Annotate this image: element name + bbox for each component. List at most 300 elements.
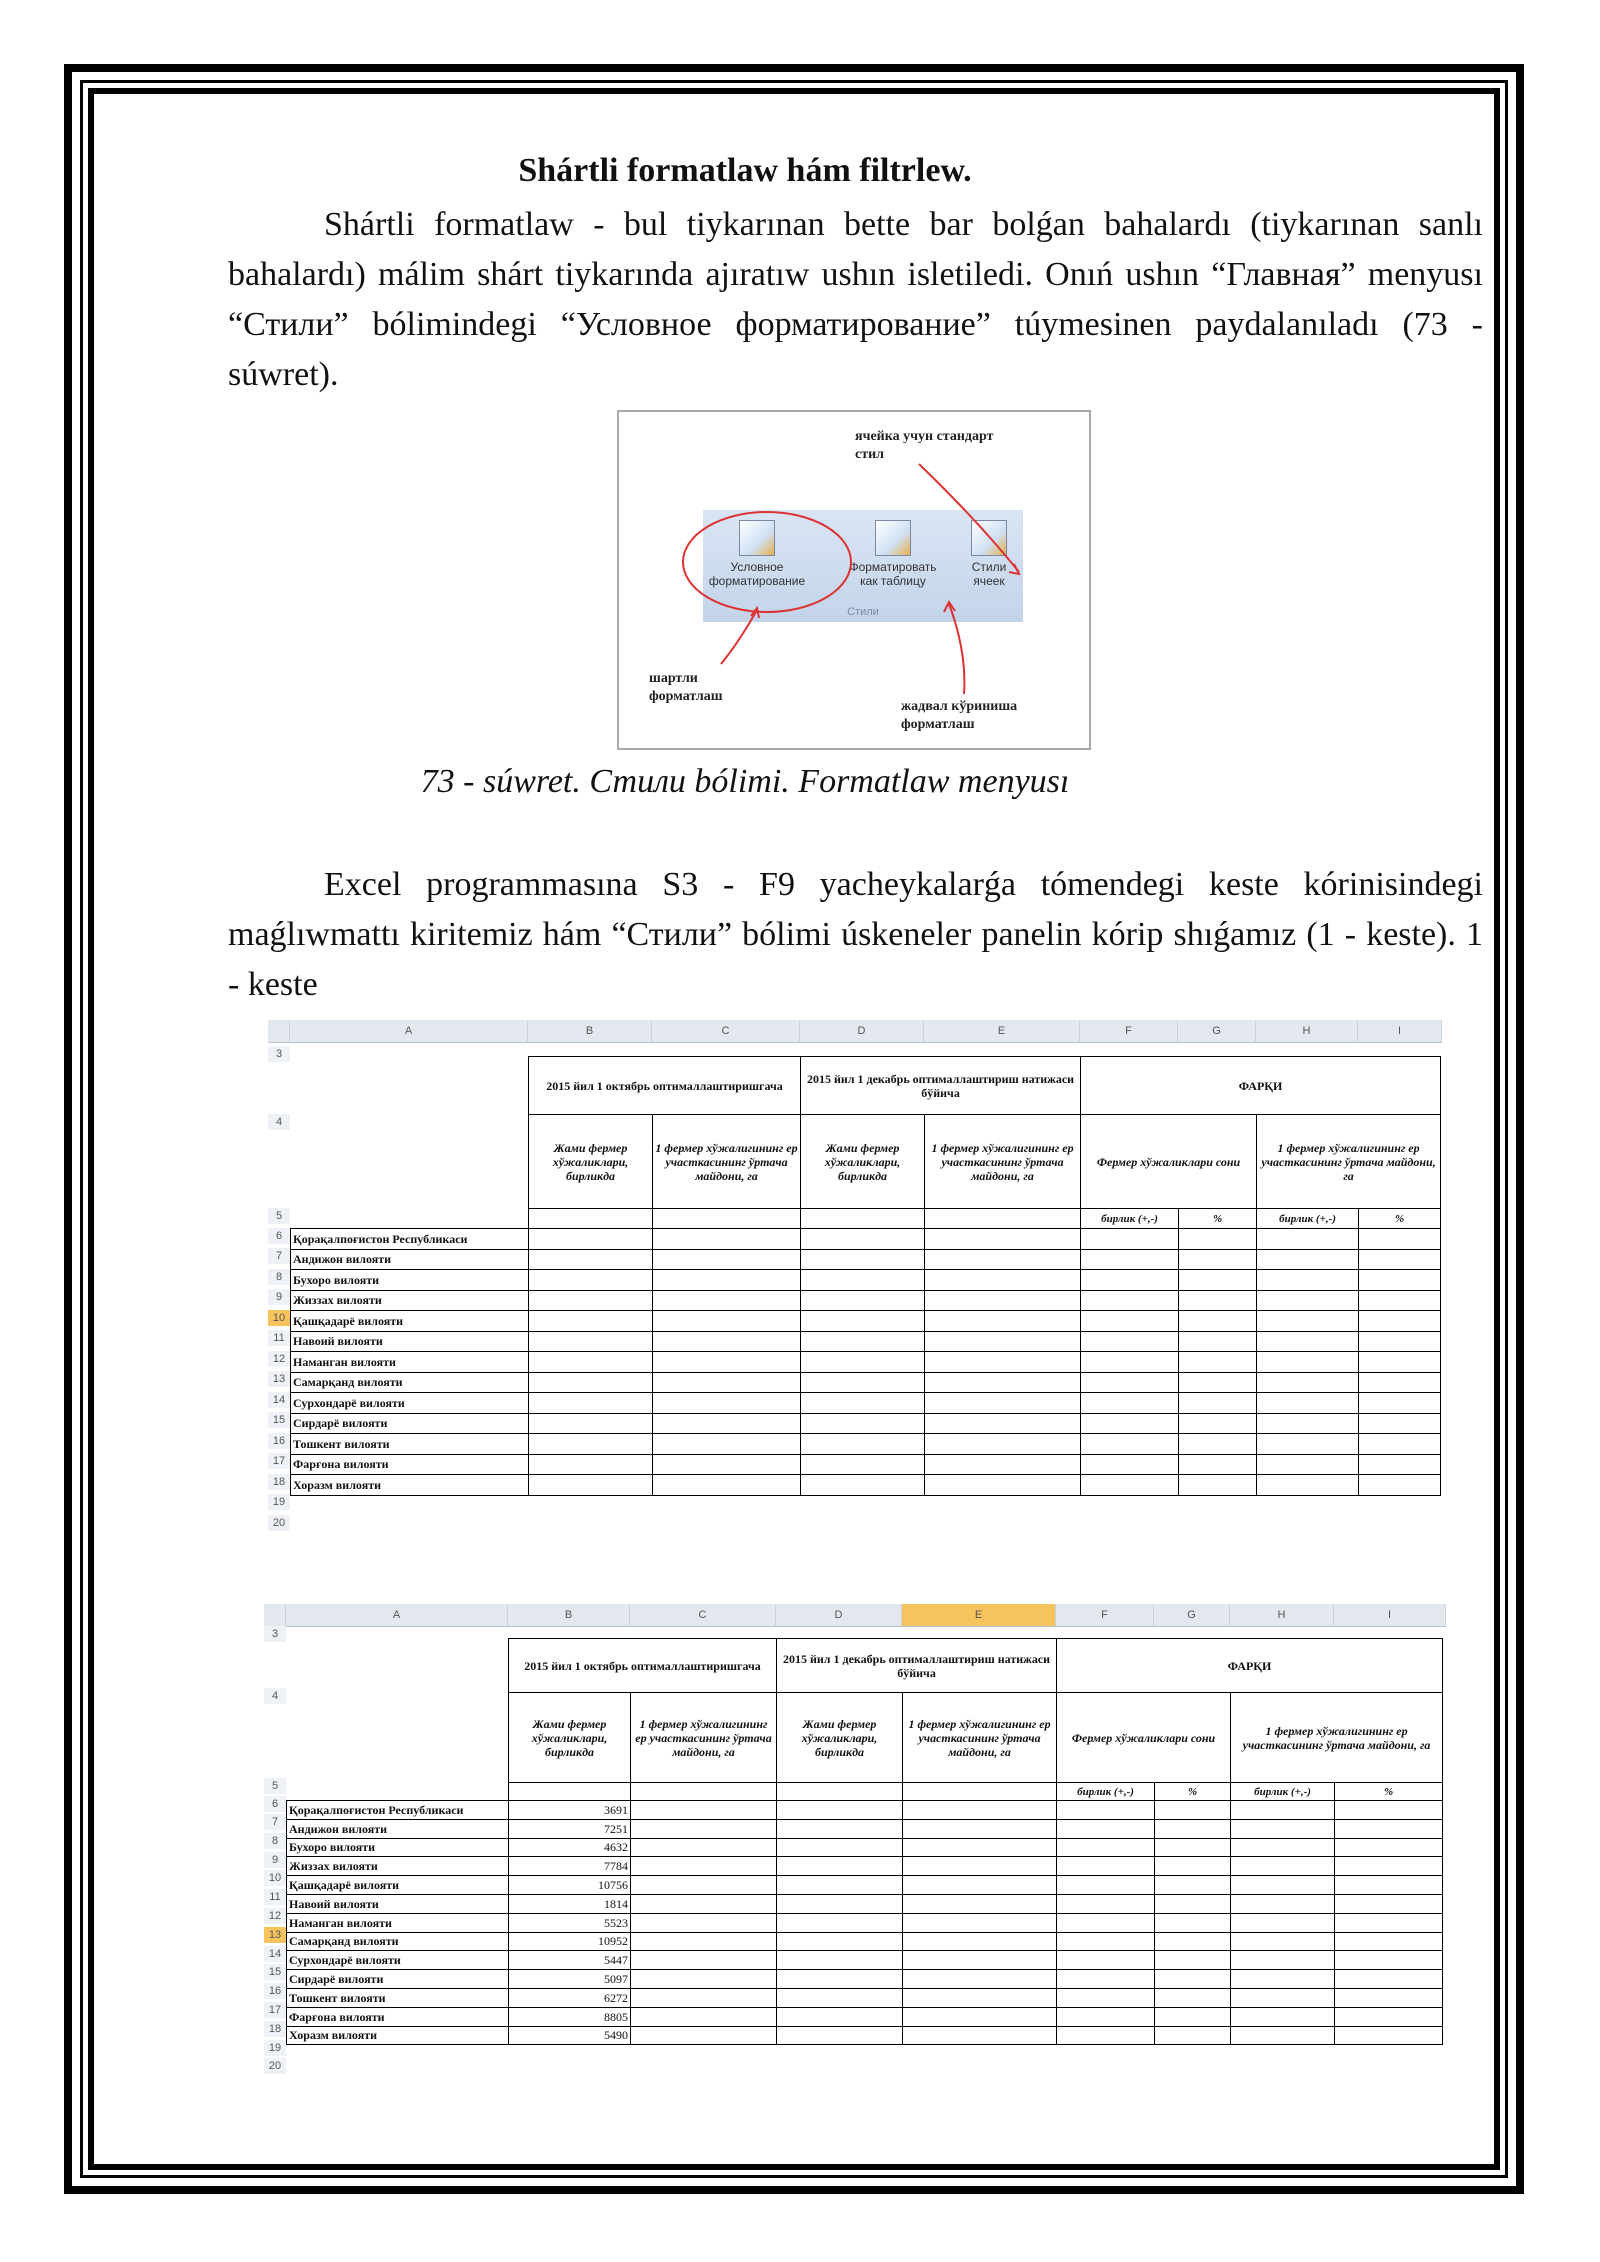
header-group-after[interactable]: 2015 йил 1 декабрь оптималлаштириш натижаси бўйича (801, 1057, 1081, 1115)
unit-g[interactable]: % (1155, 1783, 1231, 1801)
header-sub-d[interactable]: Жами фермер хўжаликлари, бирликда (801, 1115, 925, 1209)
data-cell[interactable] (529, 1475, 653, 1496)
header-sub-e[interactable]: 1 фермер хўжалигининг ер участкасининг ўртача майдони, га (903, 1693, 1057, 1783)
row-number[interactable]: 18 (268, 1474, 290, 1490)
farm-count-cell[interactable]: 1814 (509, 1894, 631, 1913)
data-cell[interactable] (1231, 1951, 1335, 1970)
row-number[interactable]: 3 (268, 1046, 290, 1062)
row-number[interactable]: 4 (264, 1688, 286, 1704)
data-cell[interactable] (529, 1434, 653, 1455)
data-cell[interactable] (1057, 1838, 1155, 1857)
header-group-before[interactable]: 2015 йил 1 октябрь оптималлаштиришгача (509, 1639, 777, 1693)
data-cell[interactable] (777, 1801, 903, 1820)
column-header-e[interactable]: E (902, 1604, 1056, 1626)
region-name-cell[interactable]: Бухоро вилояти (287, 1838, 509, 1857)
data-cell[interactable] (1335, 1970, 1443, 1989)
region-name-cell[interactable]: Фарғона вилояти (291, 1454, 529, 1475)
row-number[interactable]: 6 (268, 1228, 290, 1244)
header-sub-e[interactable]: 1 фермер хўжалигининг ер участкасининг ўртача майдони, га (925, 1115, 1081, 1209)
data-cell[interactable] (1335, 1801, 1443, 1820)
data-cell[interactable] (1359, 1331, 1441, 1352)
farm-count-cell[interactable]: 6272 (509, 1988, 631, 2007)
data-cell[interactable] (777, 1857, 903, 1876)
data-cell[interactable] (1359, 1229, 1441, 1250)
data-cell[interactable] (631, 1838, 777, 1857)
header-sub-b[interactable]: Жами фермер хўжаликлари, бирликда (509, 1693, 631, 1783)
data-cell[interactable] (777, 1951, 903, 1970)
data-cell[interactable] (925, 1331, 1081, 1352)
data-cell[interactable] (925, 1393, 1081, 1414)
column-header-g[interactable]: G (1154, 1604, 1230, 1626)
data-cell[interactable] (1179, 1311, 1257, 1332)
format-as-table-button[interactable]: Форматировать как таблицу (843, 520, 943, 588)
region-name-cell[interactable]: Қорақалпоғистон Республикаси (291, 1229, 529, 1250)
data-cell[interactable] (1335, 1819, 1443, 1838)
data-cell[interactable] (1057, 1819, 1155, 1838)
data-cell[interactable] (653, 1372, 801, 1393)
row-number[interactable]: 16 (268, 1433, 290, 1449)
data-cell[interactable] (1257, 1290, 1359, 1311)
data-cell[interactable] (777, 1932, 903, 1951)
row-number[interactable]: 7 (264, 1814, 286, 1830)
data-cell[interactable] (529, 1413, 653, 1434)
data-cell[interactable] (1081, 1413, 1179, 1434)
data-cell[interactable] (801, 1352, 925, 1373)
farm-count-cell[interactable]: 10952 (509, 1932, 631, 1951)
data-cell[interactable] (1231, 2026, 1335, 2045)
column-header-a[interactable]: A (290, 1020, 528, 1042)
region-name-cell[interactable]: Қорақалпоғистон Республикаси (287, 1801, 509, 1820)
region-name-cell[interactable]: Жиззах вилояти (291, 1290, 529, 1311)
data-cell[interactable] (1057, 1932, 1155, 1951)
data-cell[interactable] (1231, 1876, 1335, 1895)
header-group-before[interactable]: 2015 йил 1 октябрь оптималлаштиришгача (529, 1057, 801, 1115)
farm-count-cell[interactable]: 7784 (509, 1857, 631, 1876)
data-cell[interactable] (801, 1372, 925, 1393)
row-number[interactable]: 17 (264, 2002, 286, 2018)
data-cell[interactable] (1231, 1819, 1335, 1838)
data-cell[interactable] (1359, 1475, 1441, 1496)
data-cell[interactable] (1257, 1249, 1359, 1270)
region-name-cell[interactable]: Наманган вилояти (287, 1913, 509, 1932)
data-cell[interactable] (1155, 1988, 1231, 2007)
data-cell[interactable] (631, 1988, 777, 2007)
data-cell[interactable] (1335, 1838, 1443, 1857)
data-cell[interactable] (529, 1331, 653, 1352)
column-header-f[interactable]: F (1056, 1604, 1154, 1626)
data-cell[interactable] (653, 1454, 801, 1475)
data-cell[interactable] (631, 1894, 777, 1913)
data-cell[interactable] (925, 1249, 1081, 1270)
data-cell[interactable] (1155, 2026, 1231, 2045)
data-cell[interactable] (1179, 1249, 1257, 1270)
data-cell[interactable] (1257, 1454, 1359, 1475)
region-name-cell[interactable]: Тошкент вилояти (291, 1434, 529, 1455)
header-group-after[interactable]: 2015 йил 1 декабрь оптималлаштириш натижаси бўйича (777, 1639, 1057, 1693)
data-cell[interactable] (1359, 1352, 1441, 1373)
data-cell[interactable] (777, 2007, 903, 2026)
region-name-cell[interactable]: Бухоро вилояти (291, 1270, 529, 1291)
unit-g[interactable]: % (1179, 1209, 1257, 1229)
data-cell[interactable] (1155, 1876, 1231, 1895)
data-cell[interactable] (925, 1229, 1081, 1250)
data-cell[interactable] (1231, 1801, 1335, 1820)
row-number[interactable]: 10 (268, 1310, 290, 1326)
data-table[interactable] (286, 1638, 1443, 2045)
region-name-cell[interactable]: Фарғона вилояти (287, 2007, 509, 2026)
region-name-cell[interactable]: Сирдарё вилояти (287, 1970, 509, 1989)
header-sub-d[interactable]: Жами фермер хўжаликлари, бирликда (777, 1693, 903, 1783)
data-cell[interactable] (801, 1311, 925, 1332)
region-name-cell[interactable]: Андижон вилояти (291, 1249, 529, 1270)
farm-count-cell[interactable]: 5447 (509, 1951, 631, 1970)
data-cell[interactable] (653, 1290, 801, 1311)
data-cell[interactable] (529, 1249, 653, 1270)
data-cell[interactable] (1359, 1454, 1441, 1475)
data-cell[interactable] (1081, 1331, 1179, 1352)
data-cell[interactable] (1081, 1249, 1179, 1270)
data-cell[interactable] (1257, 1311, 1359, 1332)
data-cell[interactable] (653, 1352, 801, 1373)
data-cell[interactable] (1257, 1475, 1359, 1496)
row-number[interactable]: 12 (264, 1908, 286, 1924)
data-table[interactable] (290, 1056, 1441, 1496)
farm-count-cell[interactable]: 4632 (509, 1838, 631, 1857)
column-header-e[interactable]: E (924, 1020, 1080, 1042)
data-cell[interactable] (1155, 1970, 1231, 1989)
header-sub-c[interactable]: 1 фермер хўжалигининг ер участкасининг ўртача майдони, га (631, 1693, 777, 1783)
row-number[interactable]: 8 (268, 1269, 290, 1285)
farm-count-cell[interactable]: 5097 (509, 1970, 631, 1989)
farm-count-cell[interactable]: 10756 (509, 1876, 631, 1895)
data-cell[interactable] (1359, 1270, 1441, 1291)
data-cell[interactable] (653, 1413, 801, 1434)
header-group-difference[interactable]: ФАРҚИ (1057, 1639, 1443, 1693)
data-cell[interactable] (903, 1932, 1057, 1951)
region-name-cell[interactable]: Самарқанд вилояти (291, 1372, 529, 1393)
region-name-cell[interactable]: Қашқадарё вилояти (291, 1311, 529, 1332)
data-cell[interactable] (653, 1434, 801, 1455)
data-cell[interactable] (1057, 2026, 1155, 2045)
data-cell[interactable] (631, 1819, 777, 1838)
data-cell[interactable] (1335, 1932, 1443, 1951)
data-cell[interactable] (529, 1290, 653, 1311)
data-cell[interactable] (1335, 1894, 1443, 1913)
data-cell[interactable] (1179, 1270, 1257, 1291)
row-number[interactable]: 15 (268, 1412, 290, 1428)
unit-i[interactable]: % (1335, 1783, 1443, 1801)
data-cell[interactable] (777, 1970, 903, 1989)
data-cell[interactable] (903, 1951, 1057, 1970)
column-header-c[interactable]: C (630, 1604, 776, 1626)
column-header-b[interactable]: B (528, 1020, 652, 1042)
data-cell[interactable] (801, 1249, 925, 1270)
row-number[interactable]: 6 (264, 1796, 286, 1812)
data-cell[interactable] (1057, 1988, 1155, 2007)
region-name-cell[interactable]: Сурхондарё вилояти (287, 1951, 509, 1970)
data-cell[interactable] (1257, 1270, 1359, 1291)
row-number[interactable]: 20 (268, 1515, 290, 1531)
data-cell[interactable] (1359, 1434, 1441, 1455)
region-name-cell[interactable]: Самарқанд вилояти (287, 1932, 509, 1951)
column-header-h[interactable]: H (1230, 1604, 1334, 1626)
row-number[interactable]: 10 (264, 1870, 286, 1886)
data-cell[interactable] (801, 1270, 925, 1291)
data-cell[interactable] (1155, 1857, 1231, 1876)
data-cell[interactable] (1155, 1932, 1231, 1951)
column-header-h[interactable]: H (1256, 1020, 1358, 1042)
data-cell[interactable] (1057, 1876, 1155, 1895)
data-cell[interactable] (1081, 1434, 1179, 1455)
data-cell[interactable] (1231, 1838, 1335, 1857)
header-group-difference[interactable]: ФАРҚИ (1081, 1057, 1441, 1115)
data-cell[interactable] (777, 1838, 903, 1857)
farm-count-cell[interactable]: 3691 (509, 1801, 631, 1820)
row-number[interactable]: 18 (264, 2021, 286, 2037)
region-name-cell[interactable]: Тошкент вилояти (287, 1988, 509, 2007)
data-cell[interactable] (925, 1434, 1081, 1455)
data-cell[interactable] (1335, 2007, 1443, 2026)
data-cell[interactable] (925, 1290, 1081, 1311)
data-cell[interactable] (925, 1352, 1081, 1373)
farm-count-cell[interactable]: 5490 (509, 2026, 631, 2045)
column-header-g[interactable]: G (1178, 1020, 1256, 1042)
conditional-formatting-button[interactable]: Условное форматирование (707, 520, 807, 588)
data-cell[interactable] (653, 1475, 801, 1496)
region-name-cell[interactable]: Наманган вилояти (291, 1352, 529, 1373)
data-cell[interactable] (1335, 1988, 1443, 2007)
unit-f[interactable]: бирлик (+,-) (1057, 1783, 1155, 1801)
data-cell[interactable] (1081, 1372, 1179, 1393)
data-cell[interactable] (1335, 1876, 1443, 1895)
data-cell[interactable] (1081, 1352, 1179, 1373)
data-cell[interactable] (801, 1413, 925, 1434)
data-cell[interactable] (1081, 1290, 1179, 1311)
header-sub-b[interactable]: Жами фермер хўжаликлари, бирликда (529, 1115, 653, 1209)
data-cell[interactable] (1155, 1838, 1231, 1857)
row-number[interactable]: 14 (268, 1392, 290, 1408)
row-number[interactable]: 5 (268, 1208, 290, 1224)
data-cell[interactable] (903, 1857, 1057, 1876)
data-cell[interactable] (653, 1270, 801, 1291)
data-cell[interactable] (903, 1894, 1057, 1913)
region-name-cell[interactable]: Навоий вилояти (287, 1894, 509, 1913)
data-cell[interactable] (903, 2026, 1057, 2045)
farm-count-cell[interactable]: 5523 (509, 1913, 631, 1932)
header-sub-f[interactable]: Фермер хўжаликлари сони (1081, 1115, 1257, 1209)
unit-f[interactable]: бирлик (+,-) (1081, 1209, 1179, 1229)
region-name-cell[interactable]: Сирдарё вилояти (291, 1413, 529, 1434)
data-cell[interactable] (653, 1229, 801, 1250)
data-cell[interactable] (1057, 1857, 1155, 1876)
row-number[interactable]: 8 (264, 1833, 286, 1849)
data-cell[interactable] (801, 1475, 925, 1496)
data-cell[interactable] (1057, 1913, 1155, 1932)
data-cell[interactable] (631, 2007, 777, 2026)
data-cell[interactable] (1231, 1894, 1335, 1913)
data-cell[interactable] (801, 1229, 925, 1250)
data-cell[interactable] (529, 1454, 653, 1475)
data-cell[interactable] (1257, 1393, 1359, 1414)
data-cell[interactable] (631, 1970, 777, 1989)
data-cell[interactable] (925, 1454, 1081, 1475)
farm-count-cell[interactable]: 8805 (509, 2007, 631, 2026)
unit-h[interactable]: бирлик (+,-) (1257, 1209, 1359, 1229)
data-cell[interactable] (1231, 1913, 1335, 1932)
data-cell[interactable] (631, 2026, 777, 2045)
data-cell[interactable] (1231, 2007, 1335, 2026)
row-number[interactable]: 12 (268, 1351, 290, 1367)
data-cell[interactable] (925, 1270, 1081, 1291)
data-cell[interactable] (1335, 2026, 1443, 2045)
row-number[interactable]: 3 (264, 1626, 286, 1642)
data-cell[interactable] (903, 1801, 1057, 1820)
header-sub-f[interactable]: Фермер хўжаликлари сони (1057, 1693, 1231, 1783)
data-cell[interactable] (1155, 1913, 1231, 1932)
data-cell[interactable] (903, 1988, 1057, 2007)
data-cell[interactable] (1081, 1270, 1179, 1291)
data-cell[interactable] (1057, 1951, 1155, 1970)
data-cell[interactable] (777, 1819, 903, 1838)
data-cell[interactable] (1081, 1475, 1179, 1496)
data-cell[interactable] (1081, 1454, 1179, 1475)
data-cell[interactable] (1179, 1290, 1257, 1311)
column-header-f[interactable]: F (1080, 1020, 1178, 1042)
data-cell[interactable] (925, 1311, 1081, 1332)
header-sub-h[interactable]: 1 фермер хўжалигининг ер участкасининг ўртача майдони, га (1231, 1693, 1443, 1783)
data-cell[interactable] (1155, 1951, 1231, 1970)
data-cell[interactable] (653, 1249, 801, 1270)
data-cell[interactable] (1155, 1819, 1231, 1838)
column-header-a[interactable]: A (286, 1604, 508, 1626)
data-cell[interactable] (529, 1229, 653, 1250)
data-cell[interactable] (1231, 1932, 1335, 1951)
row-number[interactable]: 15 (264, 1964, 286, 1980)
data-cell[interactable] (631, 1876, 777, 1895)
unit-h[interactable]: бирлик (+,-) (1231, 1783, 1335, 1801)
data-cell[interactable] (631, 1932, 777, 1951)
data-cell[interactable] (1081, 1229, 1179, 1250)
data-cell[interactable] (1057, 1801, 1155, 1820)
column-header-i[interactable]: I (1358, 1020, 1442, 1042)
data-cell[interactable] (777, 1988, 903, 2007)
data-cell[interactable] (1179, 1352, 1257, 1373)
data-cell[interactable] (903, 2007, 1057, 2026)
data-cell[interactable] (529, 1393, 653, 1414)
data-cell[interactable] (1335, 1951, 1443, 1970)
data-cell[interactable] (631, 1951, 777, 1970)
column-header-c[interactable]: C (652, 1020, 800, 1042)
data-cell[interactable] (1179, 1229, 1257, 1250)
row-number[interactable]: 4 (268, 1114, 290, 1130)
column-header-i[interactable]: I (1334, 1604, 1446, 1626)
data-cell[interactable] (1359, 1290, 1441, 1311)
data-cell[interactable] (1257, 1413, 1359, 1434)
data-cell[interactable] (903, 1838, 1057, 1857)
data-cell[interactable] (1335, 1913, 1443, 1932)
data-cell[interactable] (1179, 1331, 1257, 1352)
data-cell[interactable] (1081, 1311, 1179, 1332)
data-cell[interactable] (777, 1876, 903, 1895)
region-name-cell[interactable]: Сурхондарё вилояти (291, 1393, 529, 1414)
data-cell[interactable] (1231, 1988, 1335, 2007)
data-cell[interactable] (1057, 1894, 1155, 1913)
data-cell[interactable] (801, 1331, 925, 1352)
region-name-cell[interactable]: Навоий вилояти (291, 1331, 529, 1352)
column-header-b[interactable]: B (508, 1604, 630, 1626)
region-name-cell[interactable]: Қашқадарё вилояти (287, 1876, 509, 1895)
data-cell[interactable] (1231, 1970, 1335, 1989)
data-cell[interactable] (529, 1270, 653, 1291)
data-cell[interactable] (801, 1434, 925, 1455)
data-cell[interactable] (1335, 1857, 1443, 1876)
data-cell[interactable] (1057, 2007, 1155, 2026)
header-sub-h[interactable]: 1 фермер хўжалигининг ер участкасининг ўртача майдони, га (1257, 1115, 1441, 1209)
row-number[interactable]: 11 (268, 1330, 290, 1346)
row-number[interactable]: 16 (264, 1983, 286, 1999)
column-header-d[interactable]: D (800, 1020, 924, 1042)
row-number[interactable]: 9 (268, 1289, 290, 1305)
region-name-cell[interactable]: Хоразм вилояти (291, 1475, 529, 1496)
row-number[interactable]: 9 (264, 1852, 286, 1868)
farm-count-cell[interactable]: 7251 (509, 1819, 631, 1838)
data-cell[interactable] (903, 1970, 1057, 1989)
data-cell[interactable] (653, 1311, 801, 1332)
data-cell[interactable] (903, 1913, 1057, 1932)
region-name-cell[interactable]: Андижон вилояти (287, 1819, 509, 1838)
region-name-cell[interactable]: Хоразм вилояти (287, 2026, 509, 2045)
data-cell[interactable] (925, 1372, 1081, 1393)
data-cell[interactable] (1257, 1352, 1359, 1373)
cell-styles-button[interactable]: Стили ячеек (957, 520, 1021, 588)
data-cell[interactable] (653, 1393, 801, 1414)
data-cell[interactable] (1179, 1393, 1257, 1414)
data-cell[interactable] (1359, 1249, 1441, 1270)
row-number[interactable]: 13 (264, 1927, 286, 1943)
data-cell[interactable] (1155, 1894, 1231, 1913)
row-number[interactable]: 14 (264, 1946, 286, 1962)
data-cell[interactable] (1155, 1801, 1231, 1820)
data-cell[interactable] (1257, 1434, 1359, 1455)
data-cell[interactable] (1359, 1393, 1441, 1414)
data-cell[interactable] (1257, 1229, 1359, 1250)
data-cell[interactable] (1359, 1413, 1441, 1434)
row-number[interactable]: 13 (268, 1371, 290, 1387)
data-cell[interactable] (631, 1913, 777, 1932)
data-cell[interactable] (925, 1475, 1081, 1496)
data-cell[interactable] (801, 1454, 925, 1475)
row-number[interactable]: 19 (268, 1494, 290, 1510)
data-cell[interactable] (1179, 1372, 1257, 1393)
row-number[interactable]: 7 (268, 1248, 290, 1264)
header-sub-c[interactable]: 1 фермер хўжалигининг ер участкасининг ўртача майдони, га (653, 1115, 801, 1209)
data-cell[interactable] (653, 1331, 801, 1352)
data-cell[interactable] (777, 1894, 903, 1913)
data-cell[interactable] (529, 1372, 653, 1393)
data-cell[interactable] (1179, 1434, 1257, 1455)
data-cell[interactable] (1057, 1970, 1155, 1989)
data-cell[interactable] (631, 1801, 777, 1820)
data-cell[interactable] (777, 2026, 903, 2045)
data-cell[interactable] (1179, 1454, 1257, 1475)
data-cell[interactable] (529, 1311, 653, 1332)
unit-i[interactable]: % (1359, 1209, 1441, 1229)
data-cell[interactable] (903, 1819, 1057, 1838)
spreadsheet-empty[interactable] (268, 1020, 1442, 1540)
data-cell[interactable] (529, 1352, 653, 1373)
data-cell[interactable] (1155, 2007, 1231, 2026)
data-cell[interactable] (1231, 1857, 1335, 1876)
